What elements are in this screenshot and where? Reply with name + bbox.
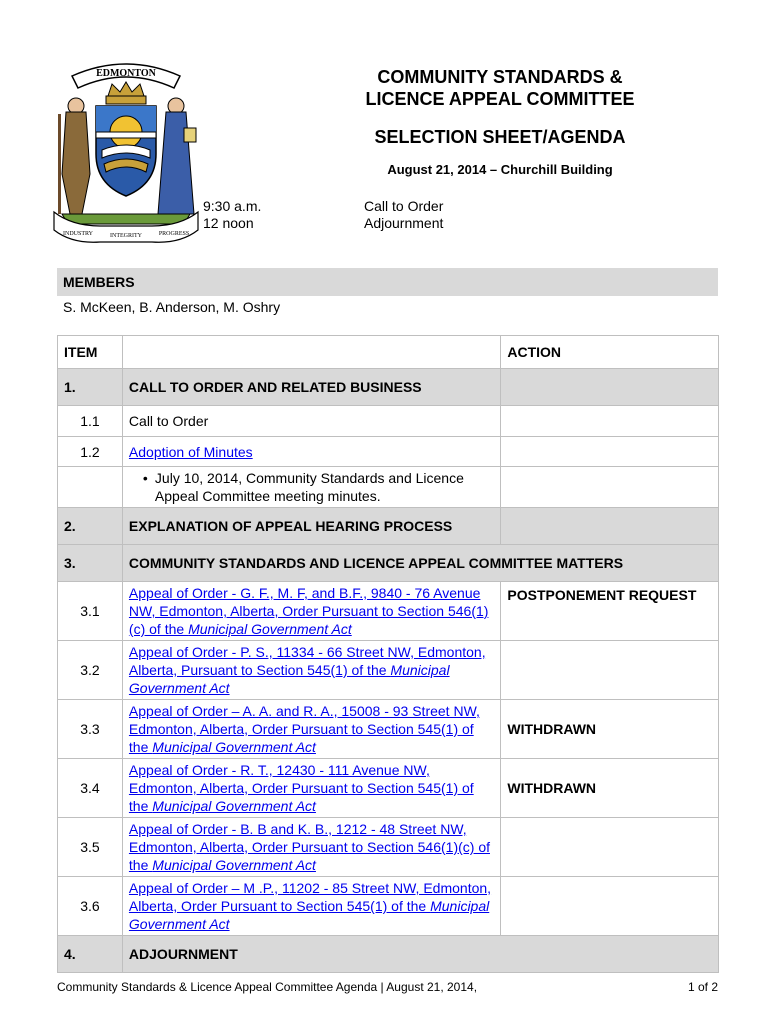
svg-text:PROGRESS: PROGRESS: [158, 231, 190, 237]
table-row: 3.4 Appeal of Order - R. T., 12430 - 111 Avenue NW, Edmonton, Alberta, Order Pursuant to Section 545(1) of the Municipal Government Act WITHDRAWN: [58, 759, 719, 818]
appeal-link-3-2[interactable]: Appeal of Order - P. S., 11334 - 66 Street NW, Edmonton, Alberta, Pursuant to Section 545(1) of the Municipal Government Act: [128, 644, 486, 696]
col-item-header: ITEM: [58, 336, 123, 369]
table-row: 3.6 Appeal of Order – M .P., 11202 - 85 Street NW, Edmonton, Alberta, Order Pursuant to Section 545(1) of the Municipal Government Act: [58, 877, 719, 936]
table-row: 1.2 Adoption of Minutes: [58, 437, 719, 467]
agenda-title: SELECTION SHEET/AGENDA: [374, 127, 626, 147]
action-cell: WITHDRAWN: [501, 759, 719, 818]
svg-text:EDMONTON: EDMONTON: [96, 68, 156, 79]
table-row: 1. CALL TO ORDER AND RELATED BUSINESS: [58, 369, 719, 406]
action-cell: [501, 818, 719, 877]
table-row: 3. COMMUNITY STANDARDS AND LICENCE APPEAL COMMITTEE MATTERS: [58, 545, 719, 582]
schedule-events: Call to Order Adjournment: [364, 198, 444, 231]
svg-text:INTEGRITY: INTEGRITY: [110, 233, 142, 239]
table-row: 4. ADJOURNMENT: [58, 936, 719, 973]
table-row: 3.2 Appeal of Order - P. S., 11334 - 66 Street NW, Edmonton, Alberta, Pursuant to Section 545(1) of the Municipal Government Act: [58, 641, 719, 700]
members-list: S. McKeen, B. Anderson, M. Oshry: [63, 299, 281, 315]
appeal-link-3-6[interactable]: Appeal of Order – M .P., 11202 - 85 Street NW, Edmonton, Alberta, Order Pursuant to Section 545(1) of the Municipal Government Act: [128, 880, 492, 932]
svg-text:INDUSTRY: INDUSTRY: [62, 231, 94, 237]
table-row: 2. EXPLANATION OF APPEAL HEARING PROCESS: [58, 508, 719, 545]
appeal-link-3-3[interactable]: Appeal of Order – A. A. and R. A., 15008 - 93 Street NW, Edmonton, Alberta, Order Pursuant to Section 545(1) of the Municipal Government Act: [128, 703, 480, 755]
agenda-table: [57, 335, 719, 973]
footer-text: Community Standards & Licence Appeal Committee Agenda | August 21, 2014,: [57, 980, 478, 994]
appeal-link-3-5[interactable]: Appeal of Order - B. B and K. B., 1212 - 48 Street NW, Edmonton, Alberta, Order Pursuant to Section 546(1)(c) of the Municipal Government Act: [128, 821, 490, 873]
table-header-row: [58, 336, 719, 369]
action-cell: WITHDRAWN: [501, 700, 719, 759]
table-row: 3.3 Appeal of Order – A. A. and R. A., 15008 - 93 Street NW, Edmonton, Alberta, Order Pursuant to Section 545(1) of the Municipal Government Act WITHDRAWN: [58, 700, 719, 759]
action-cell: [501, 641, 719, 700]
edmonton-crest-logo: [52, 54, 200, 244]
appeal-link-3-1[interactable]: Appeal of Order - G. F., M. F, and B.F., 9840 - 76 Avenue NW, Edmonton, Alberta, Order Pursuant to Section 546(1)(c) of the Municipal Government Act: [128, 585, 489, 637]
members-heading: MEMBERS: [57, 268, 718, 296]
appeal-link-3-4[interactable]: Appeal of Order - R. T., 12430 - 111 Avenue NW, Edmonton, Alberta, Order Pursuant to Section 545(1) of the Municipal Government Act: [128, 762, 474, 814]
col-action-header: ACTION: [501, 336, 719, 369]
meeting-date: August 21, 2014 – Churchill Building: [387, 162, 613, 177]
table-row: 1.1 Call to Order: [58, 406, 719, 437]
committee-title: COMMUNITY STANDARDS & LICENCE APPEAL COMMITTEE: [365, 67, 635, 109]
adoption-of-minutes-link[interactable]: Adoption of Minutes: [128, 443, 253, 460]
minutes-bullet-item: • July 10, 2014, Community Standards and Licence Appeal Committee meeting minutes.: [129, 469, 494, 505]
table-row: [58, 467, 719, 508]
action-cell: [501, 877, 719, 936]
table-row: 3.5 Appeal of Order - B. B and K. B., 1212 - 48 Street NW, Edmonton, Alberta, Order Pursuant to Section 546(1)(c) of the Municipal Government Act: [58, 818, 719, 877]
table-row: 3.1 Appeal of Order - G. F., M. F, and B.F., 9840 - 76 Avenue NW, Edmonton, Alberta, Order Pursuant to Section 546(1)(c) of the Municipal Government Act POSTPONEMENT REQUEST: [58, 582, 719, 641]
action-cell: POSTPONEMENT REQUEST: [501, 582, 719, 641]
page-number: 1 of 2: [687, 980, 718, 994]
schedule-times: 9:30 a.m. 12 noon: [203, 198, 262, 231]
